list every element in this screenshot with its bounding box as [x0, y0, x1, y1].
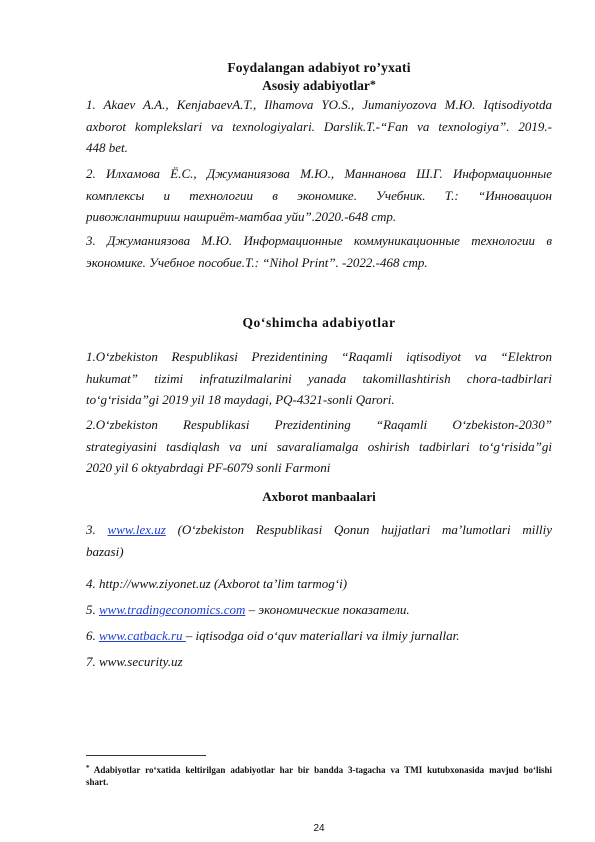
source-line: 4. http://www.ziyonet.uz (Axborot ta’lim tarmog‘i)	[86, 576, 348, 591]
reference-line: экономике. Учебное пособие.Т.: “Nihol Print”. -2022.-468 стр.	[86, 254, 428, 270]
document-page	[86, 0, 552, 842]
footnote	[86, 762, 552, 788]
additional-literature-heading: Qo‘shimcha adabiyotlar	[242, 315, 396, 330]
reference-line: комплексы и технологии в экономике. Учебник. Т.: “Инновацион	[86, 187, 552, 203]
footnote-divider	[86, 755, 206, 756]
footnote-line: shart.	[86, 777, 109, 787]
tradingeconomics-link[interactable]: www.tradingeconomics.com	[99, 602, 246, 617]
reference-line: 2020 yil 6 oktyabrdagi PF-6079 sonli Farmoni	[86, 460, 331, 475]
source-6	[86, 625, 552, 647]
reference-line: ривожлантириш нашриёт-матбаа уйи”.2020.-648 стр.	[86, 209, 397, 224]
source-5	[86, 599, 552, 621]
source-line: bazasi)	[86, 543, 124, 559]
source-description: – iqtisodga oid o‘quv materiallari va ilmiy jurnallar.	[185, 628, 460, 643]
reference-line: 2. Илхамова Ё.С., Джуманиязова М.Ю., Маннанова Ш.Г. Информационные	[86, 166, 552, 181]
reference-line: 1. Akaev A.A., KenjabaevA.T., Ilhamova YO.S., Jumaniyozova M.Ю. Iqtisodiyotda	[86, 97, 552, 112]
source-line	[86, 519, 552, 541]
page-number: 24	[313, 823, 325, 834]
source-4	[86, 573, 552, 595]
reference-line: 448 bet.	[86, 140, 128, 155]
reference-line: 1.O‘zbekiston Respublikasi Prezidentining “Raqamli iqtisodiyot va “Elektron	[86, 349, 552, 364]
source-7	[86, 651, 552, 673]
main-reference-3	[86, 230, 552, 273]
source-line	[86, 599, 552, 621]
main-reference-2	[86, 163, 552, 228]
reference-line: 3. Джуманиязова М.Ю. Информационные коммуникационные технологии в	[86, 233, 552, 248]
footnote-text: Adabiyotlar ro‘xatida keltirilgan adabiyotlar har bir bandda 3-tagacha va TMI kutubxonasida mavjud bo‘lishi	[89, 765, 552, 775]
info-sources-heading: Axborot manbaalari	[262, 489, 376, 504]
additional-reference-2	[86, 414, 552, 479]
main-reference-1	[86, 94, 552, 159]
source-line	[86, 625, 552, 647]
reference-line: axborot komplekslari va texnologiyalari. Darslik.T.-“Fan va texnologiya”. 2019.-	[86, 118, 552, 134]
source-number: 3.	[86, 522, 96, 537]
additional-reference-1	[86, 346, 552, 411]
source-number: 5.	[86, 602, 96, 617]
lex-uz-link[interactable]: www.lex.uz	[107, 522, 166, 537]
reference-line: hukumat” tizimi infratuzilmalarini yanada takomillashtirish chora-tadbirlari	[86, 370, 552, 386]
page-title: Foydalangan adabiyot ro’yxati	[227, 60, 411, 75]
reference-line: to‘g‘risida”gi 2019 yil 18 maydagi, PQ-4321-sonli Qarori.	[86, 392, 395, 407]
footnote-mark: *	[86, 764, 90, 772]
source-number: 6.	[86, 628, 96, 643]
main-literature-label: Asosiy adabiyotlar	[262, 78, 370, 93]
reference-line: 2.O‘zbekiston Respublikasi Prezidentining “Raqamli O‘zbekiston-2030”	[86, 417, 552, 432]
footnote-reference-mark: *	[369, 77, 376, 91]
reference-line: strategiyasini tasdiqlash va uni savaraliamalga oshirish tadbirlari to‘g‘risida”gi	[86, 438, 552, 454]
main-literature-heading	[86, 77, 552, 94]
source-description: – экономические показатели.	[245, 602, 410, 617]
source-3	[86, 519, 552, 562]
footnote-line	[86, 762, 552, 776]
catback-link[interactable]: www.catback.ru	[99, 628, 186, 643]
source-description: (O‘zbekiston Respublikasi Qonun hujjatlari ma’lumotlari milliy	[177, 522, 553, 537]
source-line: 7. www.security.uz	[86, 654, 183, 669]
